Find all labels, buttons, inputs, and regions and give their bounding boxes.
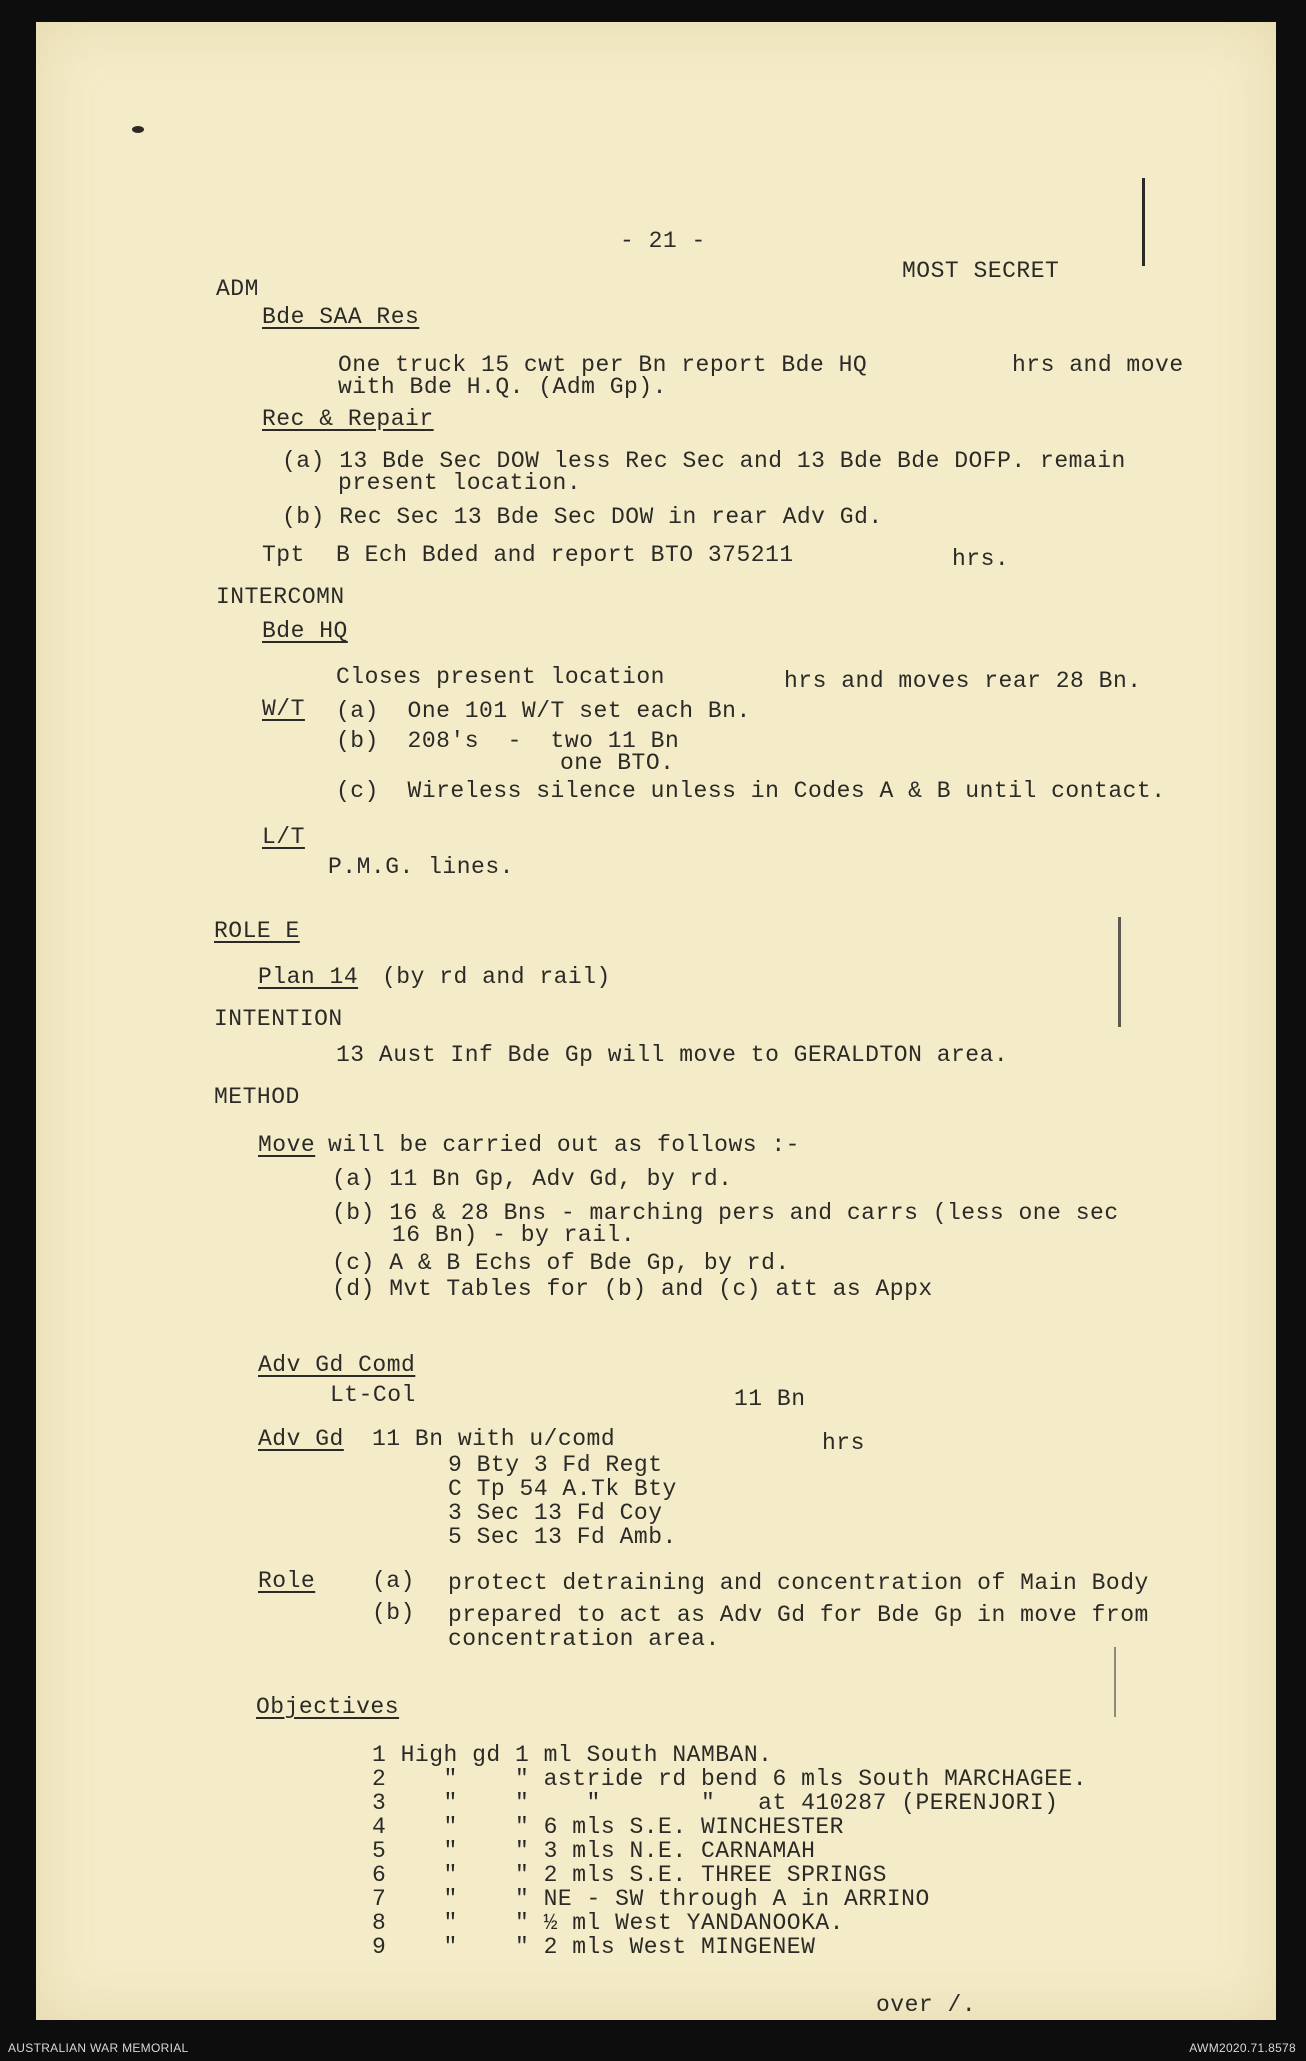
adm-heading: ADM <box>216 276 259 302</box>
adv-gd-line: 11 Bn with u/comd <box>372 1426 616 1452</box>
adv-gd-comd-rank: Lt-Col <box>330 1382 416 1408</box>
method-item: 16 Bn) - by rail. <box>392 1222 636 1248</box>
objective-row: 1 High gd 1 ml South NAMBAN. <box>372 1742 773 1768</box>
page-number: - 21 - <box>620 228 706 254</box>
adv-gd-comd-unit: 11 Bn <box>734 1386 806 1412</box>
ink-spot <box>132 126 144 133</box>
bde-saa-res-line: with Bde H.Q. (Adm Gp). <box>338 374 667 400</box>
move-label: Move <box>258 1132 316 1158</box>
role-a-label: (a) <box>372 1568 415 1594</box>
role-b-text: prepared to act as Adv Gd for Bde Gp in move from <box>448 1602 1149 1628</box>
adv-gd-line: C Tp 54 A.Tk Bty <box>448 1476 677 1502</box>
rec-repair-title: Rec & Repair <box>262 406 434 432</box>
bde-saa-res-title: Bde SAA Res <box>262 304 420 330</box>
role-title: Role <box>258 1568 316 1594</box>
tpt-hrs: hrs. <box>952 546 1010 572</box>
adv-gd-line: 9 Bty 3 Fd Regt <box>448 1452 663 1478</box>
method-heading: METHOD <box>214 1084 300 1110</box>
intention-heading: INTENTION <box>214 1006 343 1032</box>
wt-item-b: (b) 208's - two 11 Bn <box>336 728 680 754</box>
document-page <box>36 22 1276 2020</box>
adv-gd-line: 3 Sec 13 Fd Coy <box>448 1500 663 1526</box>
tpt-label: Tpt <box>262 542 305 568</box>
margin-mark <box>1118 917 1121 1027</box>
role-e-heading: ROLE E <box>214 918 300 944</box>
objectives-title: Objectives <box>256 1694 400 1720</box>
wt-item-b: one BTO. <box>560 750 675 776</box>
wt-label: W/T <box>262 696 305 722</box>
classification: MOST SECRET <box>902 258 1060 284</box>
plan-text: (by rd and rail) <box>382 964 611 990</box>
role-b-text: concentration area. <box>448 1626 720 1652</box>
archive-footer-right: AWM2020.71.8578 <box>1189 2041 1296 2055</box>
objective-row: 7 " " NE - SW through A in ARRINO <box>372 1886 930 1912</box>
rec-repair-item: present location. <box>338 470 582 496</box>
tpt-text: B Ech Bded and report BTO 375211 <box>336 542 794 568</box>
adv-gd-title: Adv Gd <box>258 1426 344 1452</box>
method-item: (a) 11 Bn Gp, Adv Gd, by rd. <box>332 1166 733 1192</box>
bde-saa-res-line: One truck 15 cwt per Bn report Bde HQ <box>338 352 868 378</box>
objective-row: 9 " " 2 mls West MINGENEW <box>372 1934 816 1960</box>
method-item: (d) Mvt Tables for (b) and (c) att as Appx <box>332 1276 933 1302</box>
move-text: will be carried out as follows :- <box>328 1132 800 1158</box>
margin-mark <box>1142 178 1145 266</box>
plan-title: Plan 14 <box>258 964 359 990</box>
rec-repair-item: (a) 13 Bde Sec DOW less Rec Sec and 13 Bde Bde DOFP. remain <box>282 448 1126 474</box>
bde-saa-res-line: hrs and move <box>1012 352 1184 378</box>
objective-row: 3 " " " " at 410287 (PERENJORI) <box>372 1790 1059 1816</box>
intercomn-heading: INTERCOMN <box>216 584 345 610</box>
over-note: over /. <box>876 1992 977 2018</box>
objective-row: 6 " " 2 mls S.E. THREE SPRINGS <box>372 1862 887 1888</box>
objective-row: 4 " " 6 mls S.E. WINCHESTER <box>372 1814 844 1840</box>
role-b-label: (b) <box>372 1600 415 1626</box>
objective-row: 2 " " astride rd bend 6 mls South MARCHAGEE. <box>372 1766 1088 1792</box>
archive-footer-left: AUSTRALIAN WAR MEMORIAL <box>8 2041 189 2055</box>
lt-label: L/T <box>262 824 305 850</box>
adv-gd-comd-title: Adv Gd Comd <box>258 1352 416 1378</box>
method-item: (c) A & B Echs of Bde Gp, by rd. <box>332 1250 790 1276</box>
intention-text: 13 Aust Inf Bde Gp will move to GERALDTON area. <box>336 1042 1009 1068</box>
bde-hq-text2: hrs and moves rear 28 Bn. <box>784 668 1142 694</box>
margin-mark <box>1114 1647 1116 1717</box>
adv-gd-line: 5 Sec 13 Fd Amb. <box>448 1524 677 1550</box>
rec-repair-item: (b) Rec Sec 13 Bde Sec DOW in rear Adv Gd. <box>282 504 883 530</box>
adv-gd-hrs: hrs <box>822 1430 865 1456</box>
bde-hq-text: Closes present location <box>336 664 665 690</box>
bde-hq-title: Bde HQ <box>262 618 348 644</box>
role-a-text: protect detraining and concentration of Main Body <box>448 1570 1149 1596</box>
wt-item-c: (c) Wireless silence unless in Codes A & B until contact. <box>336 778 1166 804</box>
lt-text: P.M.G. lines. <box>328 854 514 880</box>
wt-item-a: (a) One 101 W/T set each Bn. <box>336 698 751 724</box>
method-item: (b) 16 & 28 Bns - marching pers and carrs (less one sec <box>332 1200 1119 1226</box>
objective-row: 8 " " ½ ml West YANDANOOKA. <box>372 1910 844 1936</box>
objective-row: 5 " " 3 mls N.E. CARNAMAH <box>372 1838 816 1864</box>
